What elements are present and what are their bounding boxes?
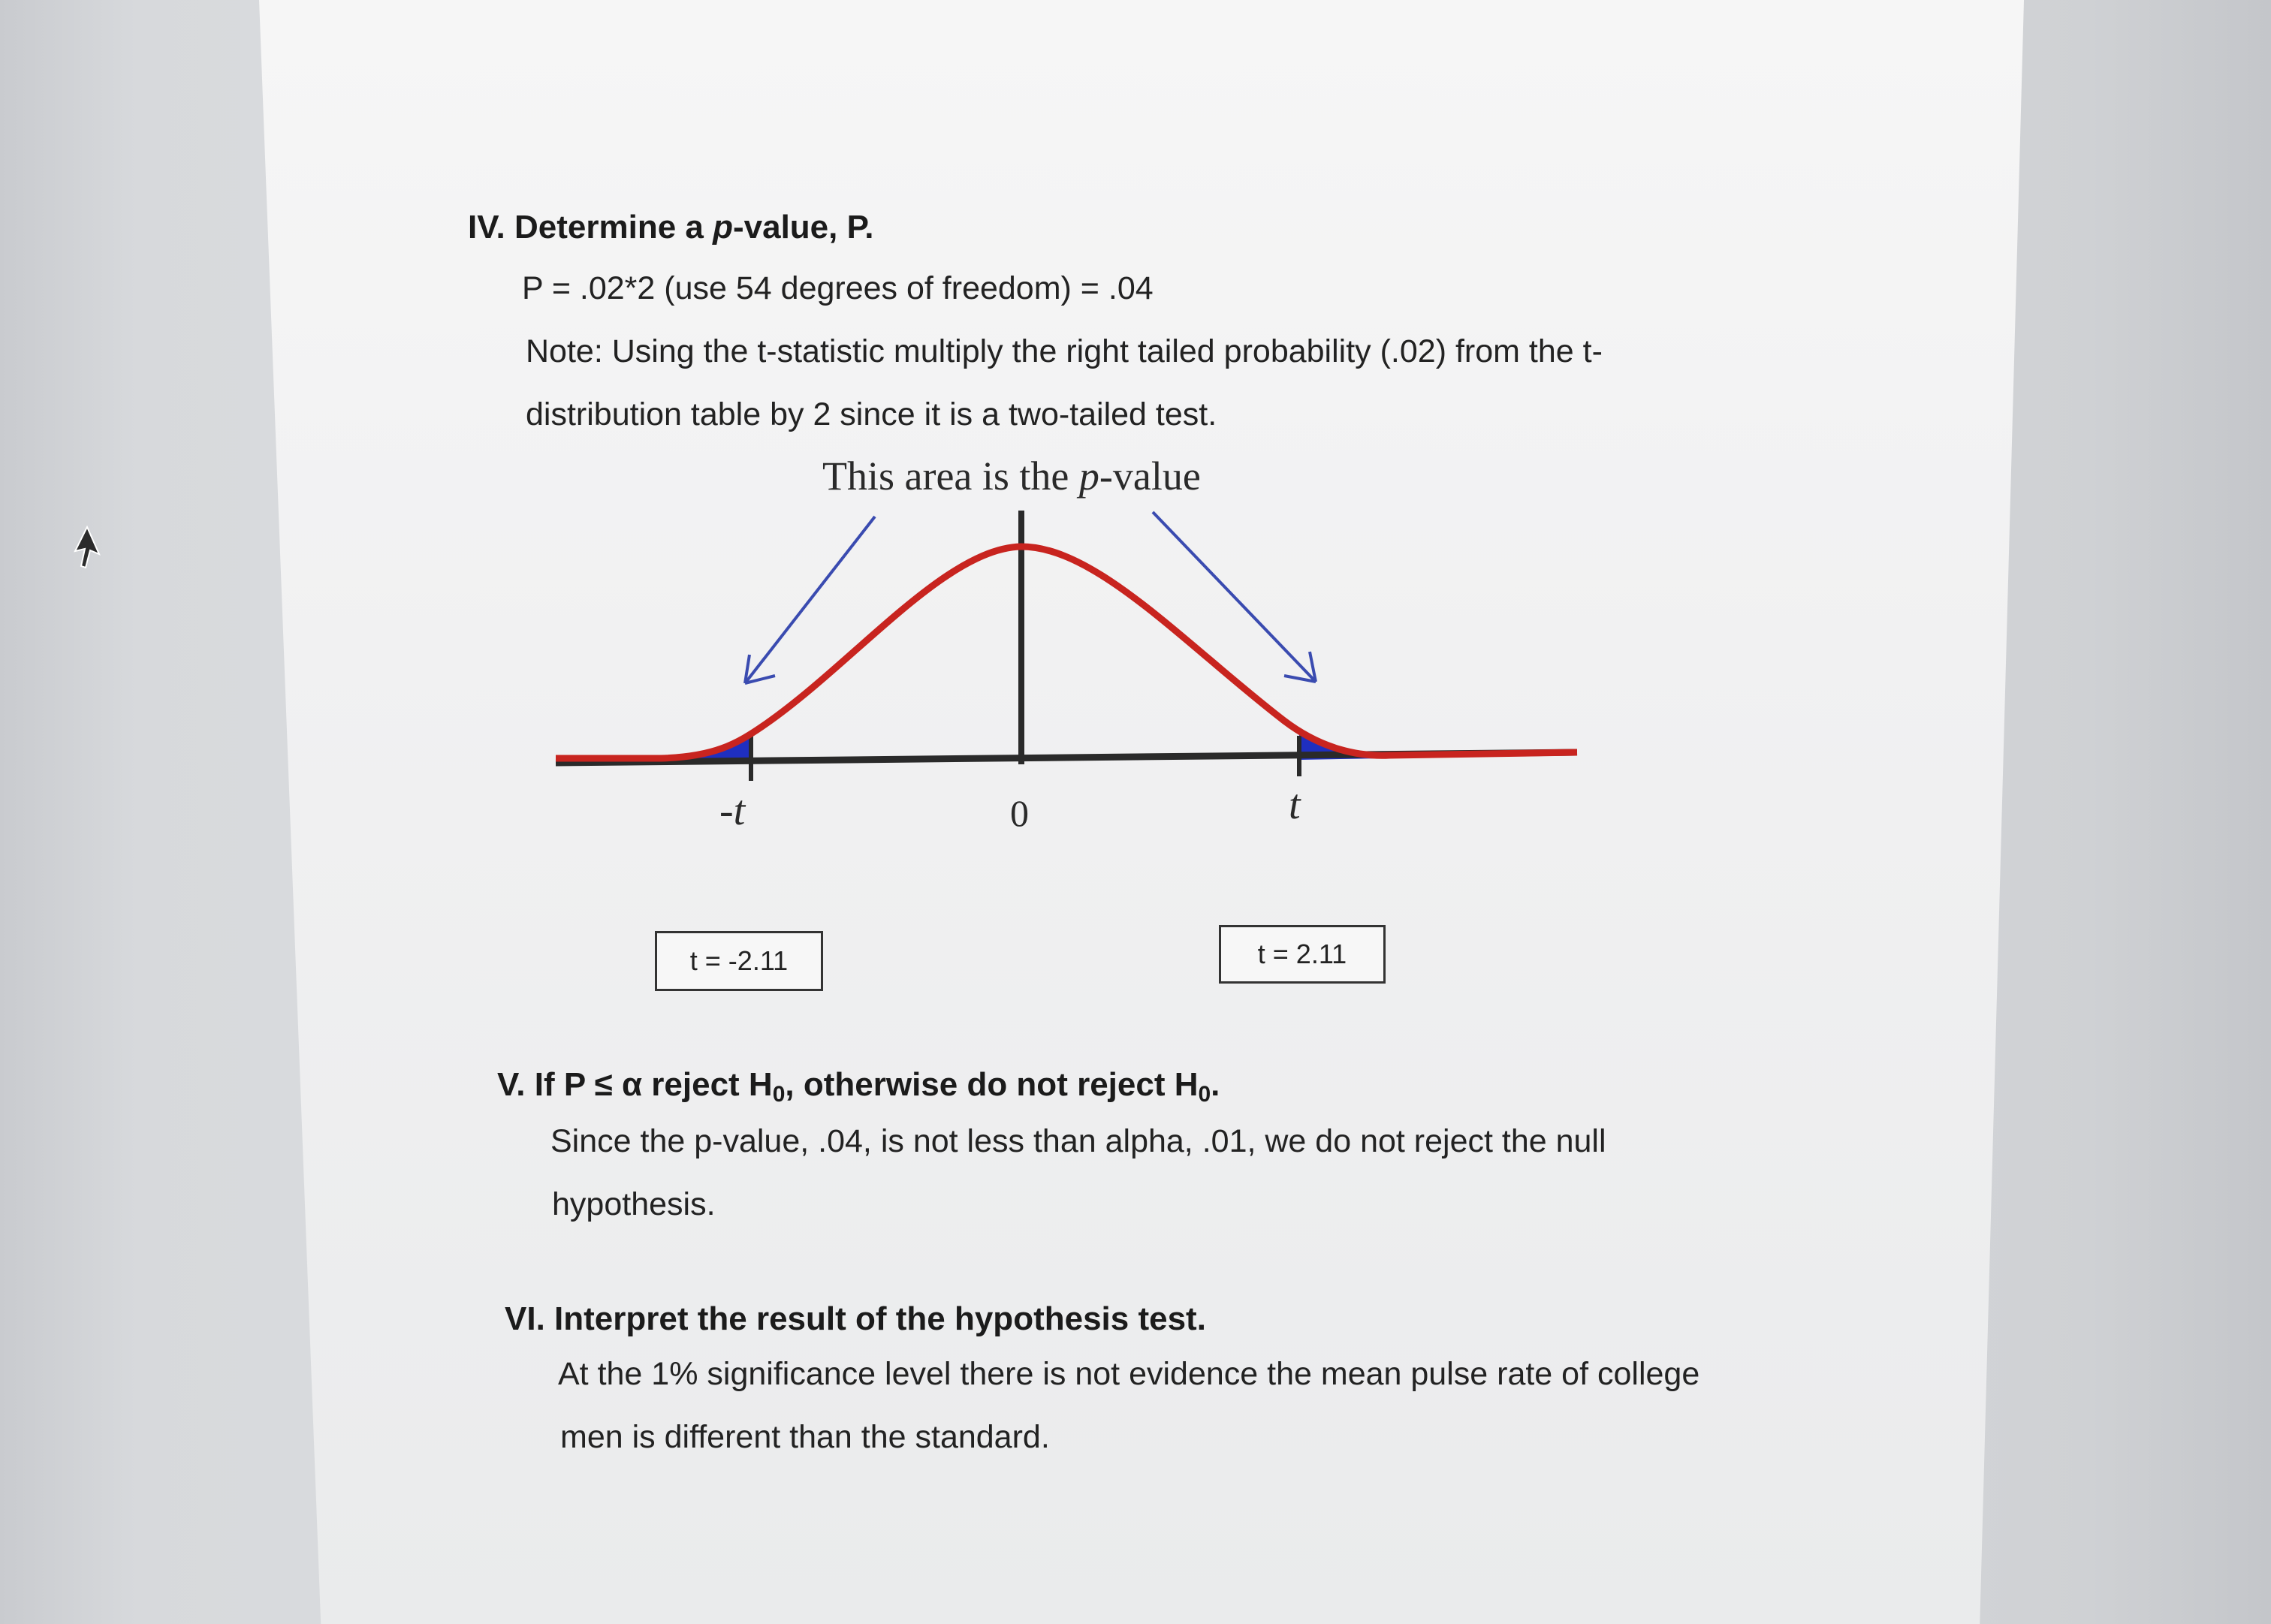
label-neg-t: -t xyxy=(719,788,746,834)
section-4-heading-italic: p xyxy=(713,209,733,246)
diagram-caption-prefix: This area is the xyxy=(822,453,1079,499)
section-6-line-2: men is different than the standard. xyxy=(560,1419,1050,1455)
section-5-heading-sub-2: 0 xyxy=(1198,1082,1211,1107)
section-5-line-2: hypothesis. xyxy=(552,1186,716,1222)
mouse-pointer-icon xyxy=(72,526,102,571)
diagram-caption-suffix: -value xyxy=(1099,453,1201,499)
p-value-formula: P = .02*2 (use 54 degrees of freedom) = .04 xyxy=(522,270,1154,306)
t-value-left-box: t = -2.11 xyxy=(655,931,823,991)
label-zero: 0 xyxy=(1010,792,1029,834)
section-4-heading-suffix: -value, P. xyxy=(732,209,874,246)
note-line-1: Note: Using the t-statistic multiply the right tailed probability (.02) from the t- xyxy=(526,333,1603,369)
right-arrow xyxy=(1153,512,1316,682)
section-5-line-1: Since the p-value, .04, is not less than alpha, .01, we do not reject the null xyxy=(550,1123,1606,1159)
section-6-heading: VI. Interpret the result of the hypothesis test. xyxy=(505,1300,1206,1337)
section-5-heading-sub-1: 0 xyxy=(772,1082,786,1107)
diagram-caption-italic: p xyxy=(1078,453,1099,499)
section-5-heading-end: . xyxy=(1211,1066,1220,1103)
left-arrow xyxy=(745,517,875,683)
t-value-right-box: t = 2.11 xyxy=(1219,925,1386,984)
section-5-heading-prefix: V. If P ≤ α reject H xyxy=(497,1066,773,1103)
section-6-line-1: At the 1% significance level there is not evidence the mean pulse rate of college xyxy=(558,1356,1700,1392)
section-4-heading xyxy=(468,209,874,246)
section-5-heading-middle: , otherwise do not reject H xyxy=(785,1066,1199,1103)
bell-curve xyxy=(556,547,1577,758)
diagram-caption xyxy=(822,453,1201,499)
label-t: t xyxy=(1289,782,1301,828)
section-4-heading-prefix: IV. Determine a xyxy=(468,209,713,246)
section-5-heading xyxy=(497,1066,1220,1107)
t-distribution-diagram xyxy=(541,450,1592,856)
note-line-2: distribution table by 2 since it is a two-tailed test. xyxy=(526,396,1217,432)
